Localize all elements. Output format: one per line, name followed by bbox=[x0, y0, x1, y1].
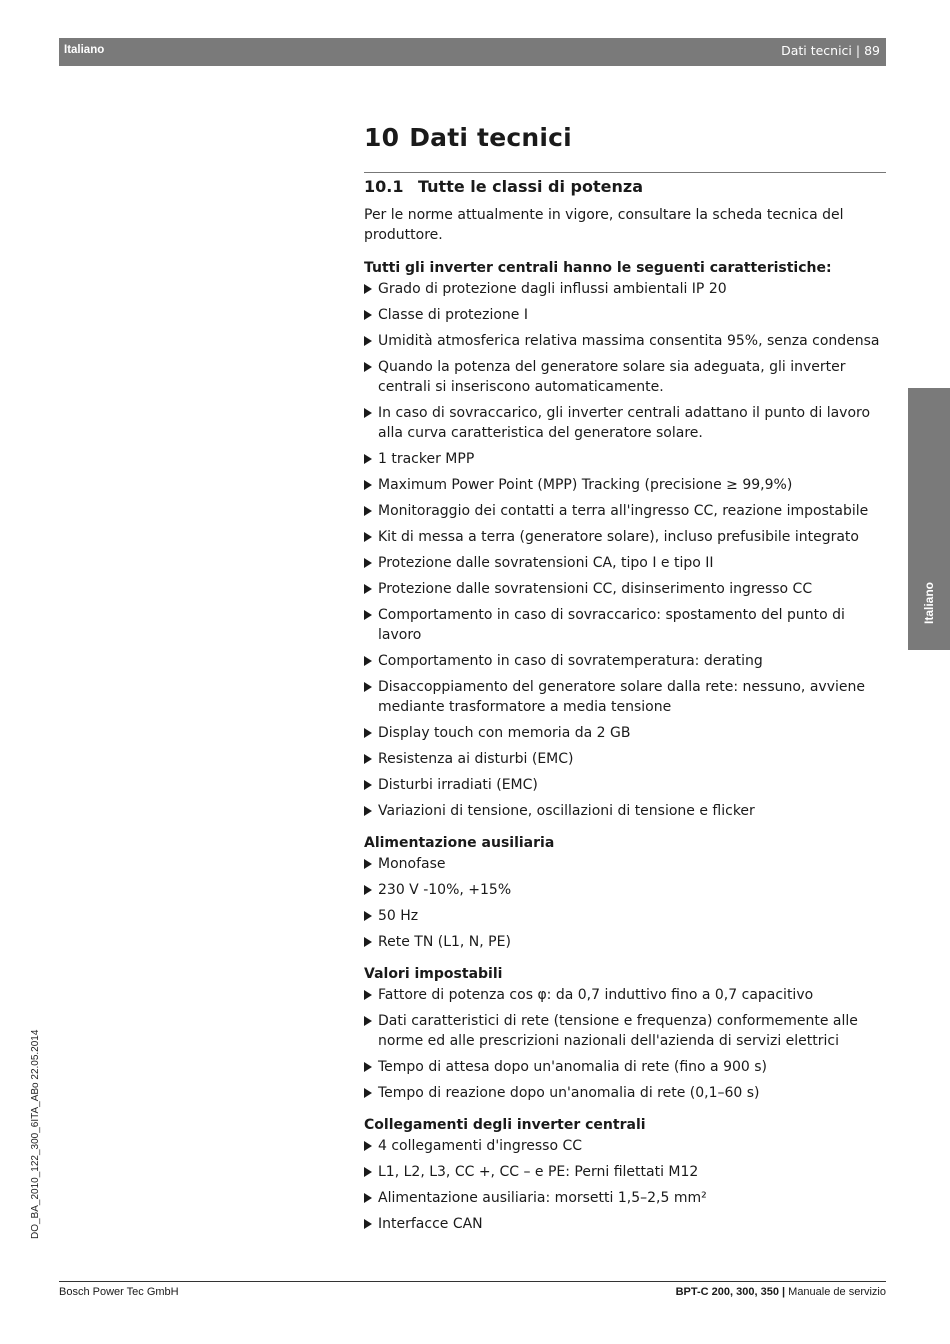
list-item-text: Tempo di attesa dopo un'anomalia di rete (fino a 900 s) bbox=[378, 1059, 768, 1075]
list-item-text: Fattore di potenza cos φ: da 0,7 induttivo fino a 0,7 capacitivo bbox=[378, 987, 814, 1003]
bullet-list bbox=[364, 1136, 886, 1234]
section-title: Tutte le classi di potenza bbox=[418, 177, 643, 196]
side-tab-label: Italiano bbox=[922, 581, 936, 625]
bullet-triangle-icon bbox=[364, 558, 372, 568]
bullet-triangle-icon bbox=[364, 990, 372, 1000]
bullet-triangle-icon bbox=[364, 1167, 372, 1177]
bullet-triangle-icon bbox=[364, 1219, 372, 1229]
footer-separator: | bbox=[782, 1286, 786, 1298]
list-item-text: Maximum Power Point (MPP) Tracking (precisione ≥ 99,9%) bbox=[378, 477, 793, 493]
chapter-number: 10 bbox=[364, 123, 400, 152]
chapter-heading bbox=[364, 120, 886, 156]
list-item bbox=[364, 651, 886, 671]
bullet-triangle-icon bbox=[364, 1193, 372, 1203]
list-item-text: Protezione dalle sovratensioni CC, disinserimento ingresso CC bbox=[378, 581, 813, 597]
chapter-title: Dati tecnici bbox=[409, 123, 572, 152]
page-number: 89 bbox=[864, 43, 880, 58]
list-item-text: L1, L2, L3, CC +, CC – e PE: Perni filettati M12 bbox=[378, 1164, 699, 1180]
list-item bbox=[364, 1214, 886, 1234]
bullet-triangle-icon bbox=[364, 885, 372, 895]
list-item-text: Comportamento in caso di sovraccarico: spostamento del punto di lavoro bbox=[378, 607, 845, 643]
list-item-text: Alimentazione ausiliaria: morsetti 1,5–2,5 mm² bbox=[378, 1190, 707, 1206]
bullet-triangle-icon bbox=[364, 310, 372, 320]
footer-company: Bosch Power Tec GmbH bbox=[59, 1286, 179, 1298]
bullet-triangle-icon bbox=[364, 532, 372, 542]
list-item-text: Dati caratteristici di rete (tensione e frequenza) conformemente alle norme ed alle prescrizioni nazionali dell'azienda di servizi elettrici bbox=[378, 1013, 858, 1049]
bullet-triangle-icon bbox=[364, 859, 372, 869]
list-item-text: 1 tracker MPP bbox=[378, 451, 475, 467]
bullet-triangle-icon bbox=[364, 1016, 372, 1026]
header-page-info bbox=[781, 43, 880, 58]
bullet-list bbox=[364, 854, 886, 952]
bullet-list bbox=[364, 279, 886, 821]
list-item-text: Monitoraggio dei contatti a terra all'ingresso CC, reazione impostabile bbox=[378, 503, 869, 519]
list-item bbox=[364, 579, 886, 599]
list-item bbox=[364, 985, 886, 1005]
list-item bbox=[364, 331, 886, 351]
footer-product-info bbox=[676, 1286, 886, 1298]
section-intro: Per le norme attualmente in vigore, consultare la scheda tecnica del produttore. bbox=[364, 207, 844, 243]
list-item-text: Quando la potenza del generatore solare sia adeguata, gli inverter centrali si inseriscono automaticamente. bbox=[378, 359, 846, 395]
list-item bbox=[364, 501, 886, 521]
list-item bbox=[364, 906, 886, 926]
bullet-list bbox=[364, 985, 886, 1103]
bullet-triangle-icon bbox=[364, 284, 372, 294]
bullet-triangle-icon bbox=[364, 336, 372, 346]
list-item bbox=[364, 801, 886, 821]
footer-product: BPT-C 200, 300, 350 bbox=[675, 1286, 779, 1298]
chapter-divider bbox=[364, 172, 886, 173]
block-title: Collegamenti degli inverter centrali bbox=[364, 1117, 646, 1133]
list-item-text: Resistenza ai disturbi (EMC) bbox=[378, 751, 574, 767]
list-item bbox=[364, 305, 886, 325]
bullet-triangle-icon bbox=[364, 1088, 372, 1098]
feature-blocks bbox=[364, 258, 886, 1234]
list-item bbox=[364, 403, 886, 443]
list-item-text: Variazioni di tensione, oscillazioni di tensione e flicker bbox=[378, 803, 755, 819]
bullet-triangle-icon bbox=[364, 682, 372, 692]
list-item bbox=[364, 475, 886, 495]
list-item-text: Rete TN (L1, N, PE) bbox=[378, 934, 511, 950]
bullet-triangle-icon bbox=[364, 454, 372, 464]
list-item-text: Umidità atmosferica relativa massima consentita 95%, senza condensa bbox=[378, 333, 880, 349]
list-item bbox=[364, 775, 886, 795]
header-language: Italiano bbox=[64, 44, 105, 56]
list-item-text: 4 collegamenti d'ingresso CC bbox=[378, 1138, 583, 1154]
bullet-triangle-icon bbox=[364, 937, 372, 947]
list-item-text: 50 Hz bbox=[378, 908, 419, 924]
bullet-triangle-icon bbox=[364, 806, 372, 816]
bullet-triangle-icon bbox=[364, 480, 372, 490]
bullet-triangle-icon bbox=[364, 1062, 372, 1072]
list-item-text: Interfacce CAN bbox=[378, 1216, 483, 1232]
section-number: 10.1 bbox=[364, 177, 404, 196]
list-item-text: Protezione dalle sovratensioni CA, tipo I e tipo II bbox=[378, 555, 714, 571]
list-item-text: Comportamento in caso di sovratemperatura: derating bbox=[378, 653, 763, 669]
block-title: Alimentazione ausiliaria bbox=[364, 835, 555, 851]
block-title: Tutti gli inverter centrali hanno le seguenti caratteristiche: bbox=[364, 260, 832, 276]
bullet-triangle-icon bbox=[364, 911, 372, 921]
bullet-triangle-icon bbox=[364, 408, 372, 418]
list-item-text: Disturbi irradiati (EMC) bbox=[378, 777, 538, 793]
bullet-triangle-icon bbox=[364, 728, 372, 738]
language-side-tab bbox=[908, 388, 950, 650]
header-separator: | bbox=[855, 43, 861, 58]
bullet-triangle-icon bbox=[364, 656, 372, 666]
page-header bbox=[59, 38, 886, 66]
list-item-text: Classe di protezione I bbox=[378, 307, 528, 323]
block-title: Valori impostabili bbox=[364, 966, 503, 982]
bullet-triangle-icon bbox=[364, 780, 372, 790]
list-item-text: 230 V -10%, +15% bbox=[378, 882, 512, 898]
list-item bbox=[364, 527, 886, 547]
list-item bbox=[364, 1011, 886, 1051]
list-item bbox=[364, 1136, 886, 1156]
list-item bbox=[364, 553, 886, 573]
footer-doc-type: Manuale de servizio bbox=[788, 1286, 886, 1298]
section-heading bbox=[364, 177, 886, 197]
list-item-text: Display touch con memoria da 2 GB bbox=[378, 725, 631, 741]
list-item bbox=[364, 1083, 886, 1103]
document-code: DO_BA_2010_122_300_6ITA_ABo 22.05.2014 bbox=[30, 1029, 41, 1239]
bullet-triangle-icon bbox=[364, 1141, 372, 1151]
list-item bbox=[364, 1162, 886, 1182]
list-item bbox=[364, 880, 886, 900]
list-item-text: Tempo di reazione dopo un'anomalia di rete (0,1–60 s) bbox=[378, 1085, 760, 1101]
bullet-triangle-icon bbox=[364, 584, 372, 594]
list-item bbox=[364, 723, 886, 743]
list-item-text: Kit di messa a terra (generatore solare), incluso prefusibile integrato bbox=[378, 529, 859, 545]
bullet-triangle-icon bbox=[364, 754, 372, 764]
list-item bbox=[364, 677, 886, 717]
list-item bbox=[364, 749, 886, 769]
list-item bbox=[364, 932, 886, 952]
bullet-triangle-icon bbox=[364, 610, 372, 620]
bullet-triangle-icon bbox=[364, 506, 372, 516]
list-item bbox=[364, 279, 886, 299]
list-item-text: Grado di protezione dagli influssi ambientali IP 20 bbox=[378, 281, 727, 297]
list-item-text: Monofase bbox=[378, 856, 446, 872]
list-item bbox=[364, 854, 886, 874]
list-item bbox=[364, 449, 886, 469]
list-item bbox=[364, 357, 886, 397]
list-item-text: In caso di sovraccarico, gli inverter centrali adattano il punto di lavoro alla curva caratteristica del generatore solare. bbox=[378, 405, 871, 441]
list-item bbox=[364, 1057, 886, 1077]
list-item-text: Disaccoppiamento del generatore solare dalla rete: nessuno, avviene mediante trasformatore a media tensione bbox=[378, 679, 865, 715]
bullet-triangle-icon bbox=[364, 362, 372, 372]
footer-divider bbox=[59, 1281, 886, 1282]
main-content bbox=[364, 120, 886, 1240]
list-item bbox=[364, 605, 886, 645]
header-section-title: Dati tecnici bbox=[781, 43, 852, 58]
list-item bbox=[364, 1188, 886, 1208]
